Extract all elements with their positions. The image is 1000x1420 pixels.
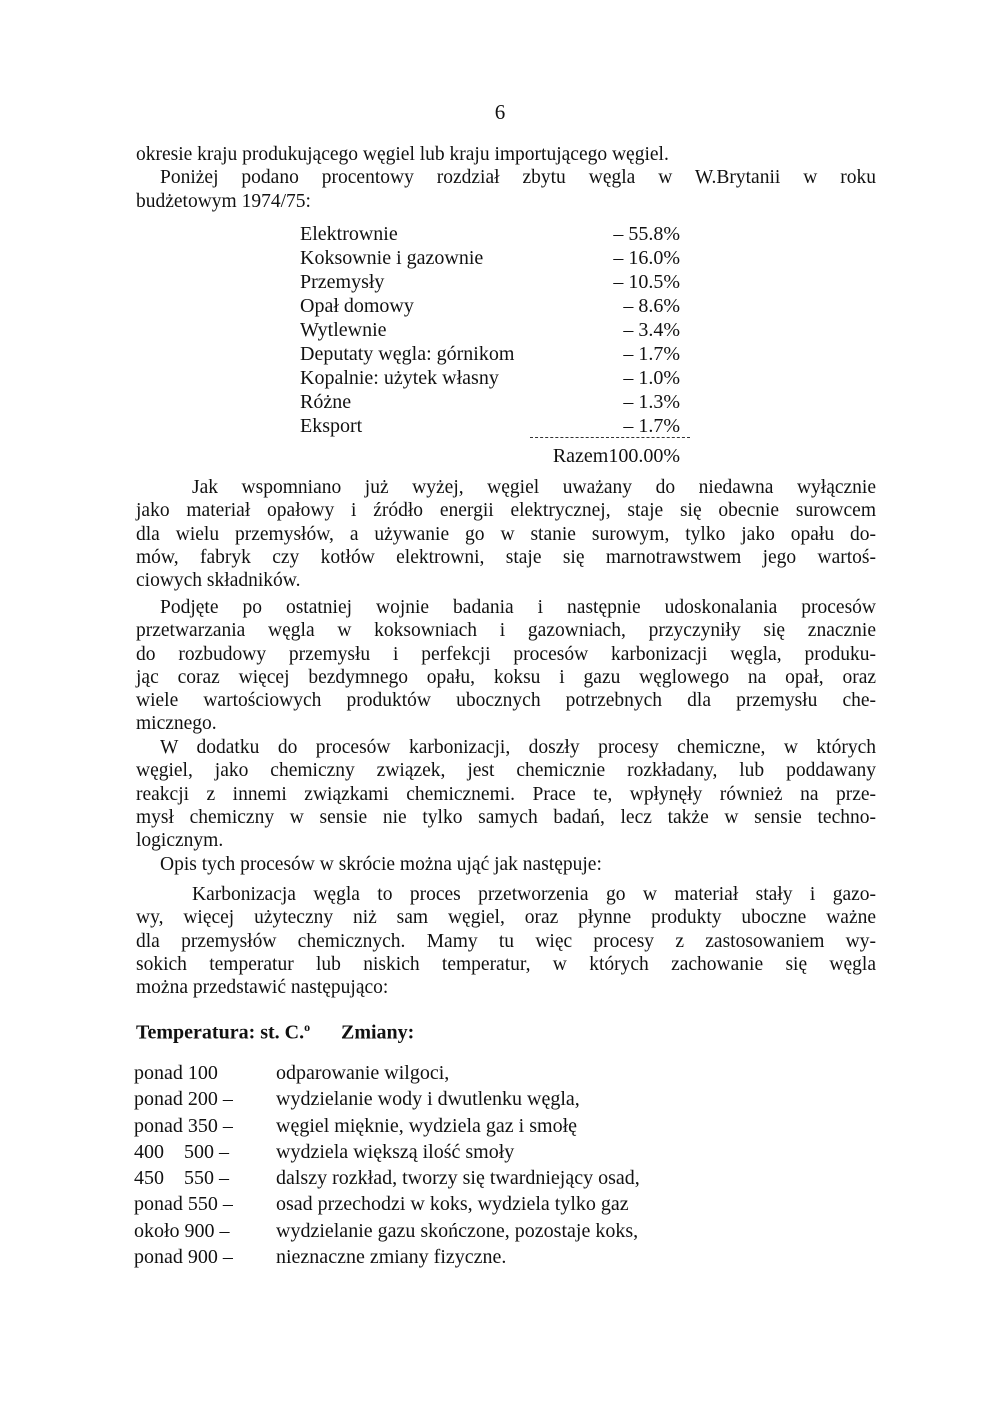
page-number: 6: [494, 100, 506, 124]
paragraph-line: Podjęte po ostatniej wojnie badania i następnie udoskonalania procesów: [160, 597, 876, 618]
paragraph-line: mysł chemiczny w sensie nie tylko samych badań, lecz także w sensie techno-: [136, 806, 876, 828]
distribution-label: Koksownie i gazownie: [300, 247, 484, 269]
paragraph-line: mów, fabryk czy kotłów elektrowni, staje się marnotrawstwem jego wartoś-: [136, 546, 876, 568]
total-rule: [530, 437, 690, 438]
paragraph-line: dla wielu przemysłów, a używanie go w stanie surowym, tylko jako opału do-: [136, 523, 876, 545]
paragraph-line: można przedstawić następująco:: [136, 977, 389, 999]
distribution-label: Eksport: [300, 415, 363, 437]
paragraph-line: W dodatku do procesów karbonizacji, doszły procesy chemiczne, w których: [160, 737, 876, 758]
temperature-range: ponad 100: [134, 1062, 218, 1084]
temperature-range: 450 550 –: [134, 1167, 229, 1190]
temperature-change: dalszy rozkład, tworzy się twardniejący osad,: [276, 1167, 640, 1190]
intro-line: okresie kraju produkującego węgiel lub kraju importującego węgiel.: [136, 144, 669, 165]
paragraph: [136, 883, 876, 999]
temperature-range: ponad 200 –: [134, 1088, 233, 1111]
coal-distribution-table: [300, 222, 680, 438]
distribution-value: – 1.3%: [623, 391, 680, 413]
temperature-header-label: Temperatura: st. C.: [136, 1021, 305, 1044]
distribution-value: – 3.4%: [623, 319, 680, 341]
temperature-table: [134, 1060, 640, 1270]
temperature-range: około 900 –: [134, 1219, 230, 1242]
distribution-row: [300, 222, 680, 246]
temperature-row: [134, 1139, 640, 1165]
temperature-row: [134, 1218, 640, 1244]
paragraph-line: Opis tych procesów w skrócie można ująć jak następuje:: [160, 854, 602, 875]
temperature-change: wydzielanie gazu skończone, pozostaje koks,: [276, 1219, 639, 1242]
temperature-change: wydzielanie wody i dwutlenku węgla,: [276, 1088, 580, 1111]
paragraph-line: Jak wspomniano już wyżej, węgiel uważany do niedawna wyłącznie: [192, 477, 876, 498]
temperature-table-header: [136, 1020, 414, 1045]
distribution-value: – 1.7%: [623, 343, 680, 365]
temperature-change: osad przechodzi w koks, wydziela tylko gaz: [276, 1193, 629, 1216]
paragraph-line: sokich temperatur lub niskich temperatur, w których zachowanie się węgla: [136, 953, 876, 975]
distribution-row: [300, 414, 680, 438]
paragraph-line: Karbonizacja węgla to proces przetworzenia go w materiał stały i gazo-: [192, 884, 876, 905]
temperature-range: ponad 900 –: [134, 1246, 233, 1269]
paragraph-line: reakcji z innemi związkami chemicznemi. Prace te, wpłynęły również na prze-: [136, 783, 876, 805]
paragraph: [136, 596, 876, 736]
distribution-value: – 1.0%: [623, 367, 680, 389]
paragraph-line: wy, więcej użyteczny niż sam węgiel, oraz płynne produkty uboczne ważne: [136, 907, 876, 929]
distribution-label: Kopalnie: użytek własny: [300, 367, 499, 389]
distribution-value: – 10.5%: [613, 271, 680, 293]
paragraph-line: dla przemysłów chemicznych. Mamy tu więc procesy z zastosowaniem wy-: [136, 930, 876, 952]
distribution-row: [300, 318, 680, 342]
temperature-range: ponad 350 –: [134, 1114, 233, 1137]
distribution-label: Różne: [300, 391, 352, 413]
distribution-row: [300, 342, 680, 366]
distribution-label: Deputaty węgla: górnikom: [300, 343, 515, 365]
distribution-value: – 16.0%: [613, 247, 680, 269]
intro-text: [136, 143, 876, 213]
temperature-header: [136, 1020, 341, 1045]
paragraph: [136, 476, 876, 592]
paragraph-line: węgiel, jako chemiczny związek, jest chemicznie rozkładany, lub poddawany: [136, 760, 876, 782]
paragraph: [136, 853, 876, 876]
distribution-row: [300, 294, 680, 318]
temperature-change: nieznaczne zmiany fizyczne.: [276, 1246, 507, 1269]
distribution-row: [300, 390, 680, 414]
degree-sup: o: [304, 1020, 311, 1034]
distribution-value: – 8.6%: [623, 295, 680, 317]
changes-header: Zmiany:: [341, 1021, 415, 1044]
temperature-change: odparowanie wilgoci,: [276, 1062, 450, 1084]
intro-line: budżetowym 1974/75:: [136, 190, 311, 212]
paragraph-line: przetwarzania węgla w koksowniach i gazowniach, przyczyniły się znacznie: [136, 620, 876, 642]
temperature-change: wydziela większą ilość smoły: [276, 1140, 515, 1163]
distribution-label: Opał domowy: [300, 295, 414, 317]
paragraph-line: jąc coraz więcej bezdymnego opału, koksu i gazu węglowego na opał, oraz: [136, 666, 876, 688]
temperature-row: [134, 1060, 640, 1086]
paragraph-line: ciowych składników.: [136, 570, 301, 592]
paragraph-line: jako materiał opałowy i źródło energii elektrycznej, staje się obecnie surowcem: [136, 500, 876, 522]
temperature-row: [134, 1165, 640, 1191]
temperature-row: [134, 1113, 640, 1139]
distribution-row: [300, 246, 680, 270]
temperature-change: węgiel mięknie, wydziela gaz i smołę: [276, 1114, 578, 1137]
temperature-range: 400 500 –: [134, 1140, 229, 1163]
paragraph: [136, 736, 876, 852]
intro-line: Poniżej podano procentowy rozdział zbytu węgla w W.Brytanii w roku: [160, 167, 876, 189]
paragraph-line: do rozbudowy przemysłu i perfekcji procesów karbonizacji węgla, produku-: [136, 643, 876, 665]
temperature-row: [134, 1244, 640, 1270]
distribution-row: [300, 270, 680, 294]
temperature-row: [134, 1191, 640, 1217]
paragraph-line: wiele wartościowych produktów ubocznych potrzebnych dla przemysłu che-: [136, 690, 876, 712]
distribution-label: Elektrownie: [300, 223, 398, 245]
distribution-value: – 1.7%: [623, 415, 680, 437]
distribution-label: Przemysły: [300, 271, 385, 293]
distribution-value: – 55.8%: [613, 223, 680, 245]
temperature-row: [134, 1086, 640, 1112]
paragraph-line: micznego.: [136, 713, 217, 735]
distribution-label: Wytlewnie: [300, 319, 387, 341]
paragraph-line: logicznym.: [136, 830, 224, 852]
temperature-range: ponad 550 –: [134, 1193, 233, 1216]
distribution-total: Razem100.00%: [552, 445, 680, 467]
distribution-row: [300, 366, 680, 390]
